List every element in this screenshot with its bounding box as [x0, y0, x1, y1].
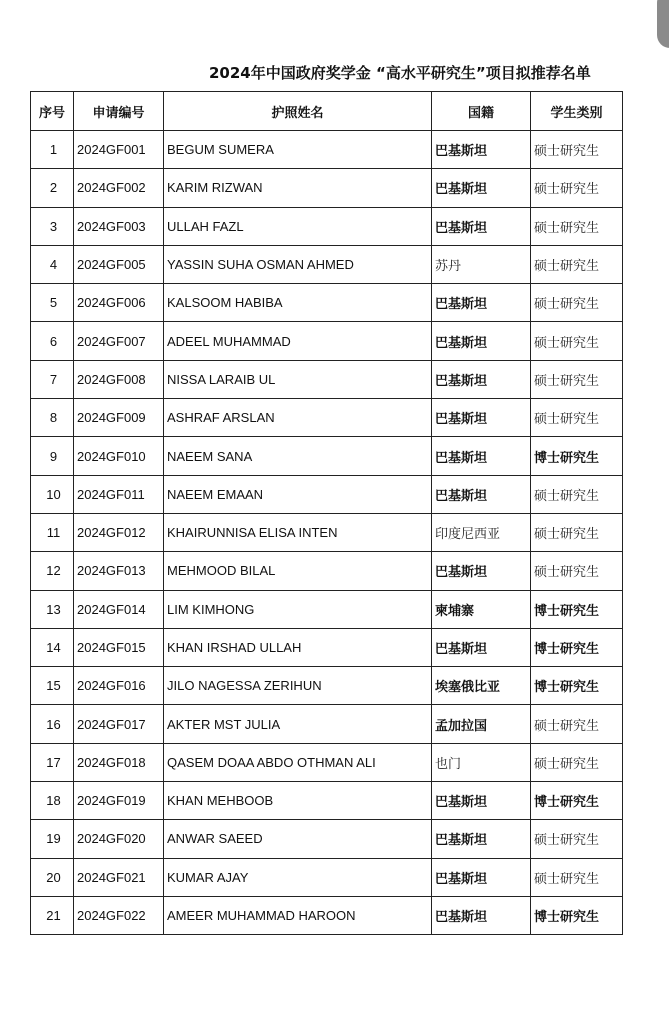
row-number: 14: [31, 628, 74, 666]
row-application-no: 2024GF017: [74, 705, 164, 743]
row-nationality: 孟加拉国: [432, 705, 531, 743]
table-row: [31, 820, 623, 858]
row-nationality: 巴基斯坦: [432, 437, 531, 475]
row-nationality: 巴基斯坦: [432, 284, 531, 322]
header-student-type: 学生类别: [531, 92, 623, 131]
table-row: [31, 169, 623, 207]
row-number: 2: [31, 169, 74, 207]
table-row: [31, 782, 623, 820]
row-application-no: 2024GF021: [74, 858, 164, 896]
row-passport-name: NAEEM SANA: [164, 437, 432, 475]
row-student-type: 博士研究生: [531, 782, 623, 820]
row-passport-name: YASSIN SUHA OSMAN AHMED: [164, 245, 432, 283]
row-student-type: 硕士研究生: [531, 360, 623, 398]
row-student-type: 硕士研究生: [531, 245, 623, 283]
row-passport-name: KARIM RIZWAN: [164, 169, 432, 207]
row-passport-name: KHAN IRSHAD ULLAH: [164, 628, 432, 666]
row-application-no: 2024GF013: [74, 552, 164, 590]
row-number: 19: [31, 820, 74, 858]
row-student-type: 硕士研究生: [531, 705, 623, 743]
table-row: [31, 360, 623, 398]
header-passport-name: 护照姓名: [164, 92, 432, 131]
row-application-no: 2024GF011: [74, 475, 164, 513]
table-row: [31, 705, 623, 743]
row-student-type: 硕士研究生: [531, 169, 623, 207]
row-nationality: 巴基斯坦: [432, 322, 531, 360]
row-passport-name: ANWAR SAEED: [164, 820, 432, 858]
row-nationality: 巴基斯坦: [432, 552, 531, 590]
row-passport-name: ASHRAF ARSLAN: [164, 399, 432, 437]
page-title: 2024年中国政府奖学金 “高水平研究生”项目拟推荐名单: [209, 64, 591, 82]
table-row: [31, 475, 623, 513]
row-student-type: 硕士研究生: [531, 475, 623, 513]
row-application-no: 2024GF007: [74, 322, 164, 360]
row-application-no: 2024GF019: [74, 782, 164, 820]
table-row: [31, 131, 623, 169]
row-passport-name: ULLAH FAZL: [164, 207, 432, 245]
table-row: [31, 552, 623, 590]
row-number: 8: [31, 399, 74, 437]
table-row: [31, 513, 623, 551]
table-row: [31, 667, 623, 705]
table-row: [31, 399, 623, 437]
row-student-type: 硕士研究生: [531, 322, 623, 360]
row-nationality: 巴基斯坦: [432, 896, 531, 934]
row-nationality: 巴基斯坦: [432, 628, 531, 666]
row-nationality: 巴基斯坦: [432, 782, 531, 820]
table-header-row: [31, 92, 623, 131]
row-number: 10: [31, 475, 74, 513]
row-student-type: 博士研究生: [531, 590, 623, 628]
row-nationality: 巴基斯坦: [432, 169, 531, 207]
row-student-type: 硕士研究生: [531, 743, 623, 781]
row-nationality: 巴基斯坦: [432, 207, 531, 245]
header-application-no: 申请编号: [74, 92, 164, 131]
row-passport-name: NAEEM EMAAN: [164, 475, 432, 513]
row-passport-name: ADEEL MUHAMMAD: [164, 322, 432, 360]
row-application-no: 2024GF015: [74, 628, 164, 666]
row-student-type: 博士研究生: [531, 667, 623, 705]
header-nationality: 国籍: [432, 92, 531, 131]
row-passport-name: BEGUM SUMERA: [164, 131, 432, 169]
row-number: 12: [31, 552, 74, 590]
row-number: 11: [31, 513, 74, 551]
recommendation-table: [30, 91, 623, 935]
row-application-no: 2024GF010: [74, 437, 164, 475]
row-passport-name: KHAIRUNNISA ELISA INTEN: [164, 513, 432, 551]
row-passport-name: KHAN MEHBOOB: [164, 782, 432, 820]
table-row: [31, 628, 623, 666]
table-row: [31, 896, 623, 934]
row-nationality: 埃塞俄比亚: [432, 667, 531, 705]
row-application-no: 2024GF014: [74, 590, 164, 628]
row-student-type: 博士研究生: [531, 628, 623, 666]
row-nationality: 印度尼西亚: [432, 513, 531, 551]
row-number: 4: [31, 245, 74, 283]
header-no: 序号: [31, 92, 74, 131]
corner-scroll-tab[interactable]: [657, 0, 669, 48]
row-student-type: 硕士研究生: [531, 858, 623, 896]
row-student-type: 硕士研究生: [531, 820, 623, 858]
table-row: [31, 207, 623, 245]
row-passport-name: AKTER MST JULIA: [164, 705, 432, 743]
row-number: 16: [31, 705, 74, 743]
row-application-no: 2024GF003: [74, 207, 164, 245]
table-row: [31, 322, 623, 360]
table-row: [31, 245, 623, 283]
row-application-no: 2024GF008: [74, 360, 164, 398]
row-student-type: 博士研究生: [531, 437, 623, 475]
table-row: [31, 743, 623, 781]
row-application-no: 2024GF012: [74, 513, 164, 551]
row-number: 15: [31, 667, 74, 705]
row-passport-name: QASEM DOAA ABDO OTHMAN ALI: [164, 743, 432, 781]
row-student-type: 博士研究生: [531, 896, 623, 934]
row-student-type: 硕士研究生: [531, 131, 623, 169]
row-nationality: 巴基斯坦: [432, 399, 531, 437]
row-nationality: 巴基斯坦: [432, 858, 531, 896]
row-number: 13: [31, 590, 74, 628]
row-number: 6: [31, 322, 74, 360]
row-number: 7: [31, 360, 74, 398]
row-passport-name: LIM KIMHONG: [164, 590, 432, 628]
row-application-no: 2024GF020: [74, 820, 164, 858]
row-number: 5: [31, 284, 74, 322]
row-number: 3: [31, 207, 74, 245]
row-nationality: 巴基斯坦: [432, 475, 531, 513]
row-passport-name: MEHMOOD BILAL: [164, 552, 432, 590]
row-number: 18: [31, 782, 74, 820]
row-nationality: 柬埔寨: [432, 590, 531, 628]
row-passport-name: AMEER MUHAMMAD HAROON: [164, 896, 432, 934]
row-application-no: 2024GF018: [74, 743, 164, 781]
row-application-no: 2024GF005: [74, 245, 164, 283]
row-nationality: 巴基斯坦: [432, 131, 531, 169]
row-application-no: 2024GF009: [74, 399, 164, 437]
table-row: [31, 858, 623, 896]
row-nationality: 苏丹: [432, 245, 531, 283]
row-passport-name: JILO NAGESSA ZERIHUN: [164, 667, 432, 705]
row-passport-name: KALSOOM HABIBA: [164, 284, 432, 322]
row-application-no: 2024GF006: [74, 284, 164, 322]
row-number: 20: [31, 858, 74, 896]
row-number: 9: [31, 437, 74, 475]
row-nationality: 也门: [432, 743, 531, 781]
row-number: 21: [31, 896, 74, 934]
table-row: [31, 284, 623, 322]
row-nationality: 巴基斯坦: [432, 360, 531, 398]
row-passport-name: NISSA LARAIB UL: [164, 360, 432, 398]
row-application-no: 2024GF016: [74, 667, 164, 705]
row-student-type: 硕士研究生: [531, 552, 623, 590]
row-application-no: 2024GF001: [74, 131, 164, 169]
row-student-type: 硕士研究生: [531, 513, 623, 551]
row-number: 17: [31, 743, 74, 781]
row-student-type: 硕士研究生: [531, 207, 623, 245]
table-row: [31, 590, 623, 628]
row-application-no: 2024GF002: [74, 169, 164, 207]
row-passport-name: KUMAR AJAY: [164, 858, 432, 896]
row-student-type: 硕士研究生: [531, 284, 623, 322]
row-number: 1: [31, 131, 74, 169]
row-application-no: 2024GF022: [74, 896, 164, 934]
row-student-type: 硕士研究生: [531, 399, 623, 437]
row-nationality: 巴基斯坦: [432, 820, 531, 858]
table-row: [31, 437, 623, 475]
